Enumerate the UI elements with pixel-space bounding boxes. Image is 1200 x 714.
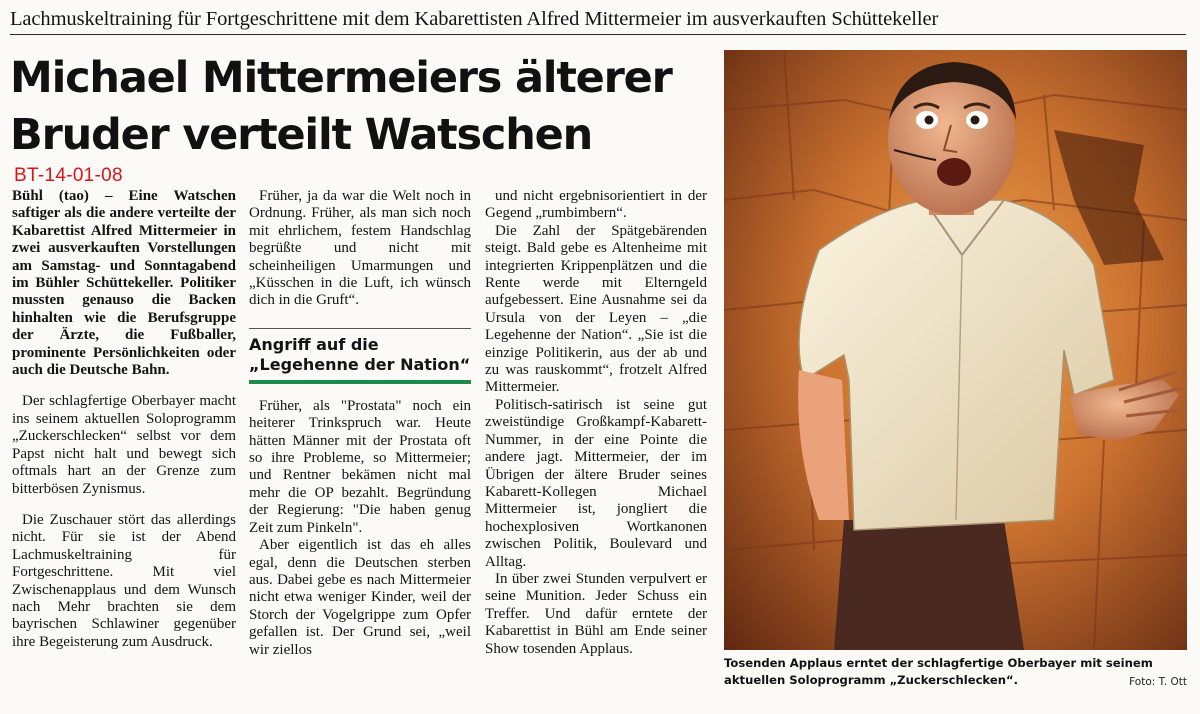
- article-column-1: [12, 188, 236, 651]
- body-paragraph: In über zwei Stunden verpulvert er seine Munition. Jeder Schuss ein Treffer. Und dafür erntete der Kabarettist in Bühl am Ende seiner Show tosenden Applaus.: [485, 570, 707, 657]
- body-paragraph: Früher, als "Prostata" noch ein heiterer Trinkspruch war. Heute hätten Männer mit der Prostata oft so ihre Probleme, so Mittermeier; und Rentner bekämen nicht mal mehr die OP bezahlt. Begründung der Regierung: "Die haben genug Zeit zum Pinkeln".: [249, 397, 471, 536]
- headline: [10, 50, 710, 164]
- performer-photo-icon: [724, 50, 1187, 650]
- subheading: [249, 328, 471, 384]
- archive-stamp: BT-14-01-08: [14, 165, 123, 186]
- article-column-3: [485, 188, 707, 658]
- photo-credit: Foto: T. Ott: [1129, 676, 1187, 688]
- headline-line-2: Bruder verteilt Watschen: [10, 110, 592, 160]
- lead-paragraph: Bühl (tao) – Eine Watschen saftiger als die andere verteilte der Kabarettist Alfred Mittermeier in zwei ausverkauften Vorstellungen am Samstag- und Sonntagabend im Bühler Schüttekeller. Politiker mussten genauso die Backen hinhalten wie die Berufsgruppe der Ärzte, die Fußballer, prominente Persönlichkeiten oder auch die Deutsche Bahn.: [12, 188, 236, 379]
- body-paragraph: und nicht ergebnisorientiert in der Gegend „rumbimbern“.: [485, 188, 707, 222]
- subheading-line-2: „Legehenne der Nation“: [249, 354, 471, 374]
- body-paragraph: Früher, ja da war die Welt noch in Ordnung. Früher, als man sich noch mit ehrlichem, festem Handschlag begrüßte und nicht mit scheinheiligen Umarmungen und „Küsschen in die Luft, ich wünsch dich in die Gruft“.: [249, 188, 471, 309]
- body-paragraph: Der schlagfertige Oberbayer macht ins seinem aktuellen Soloprogramm „Zuckerschlecken“ selbst vor dem Papst nicht halt und bewegt sich oftmals hart an der Grenze zum bitterbösen Zynismus.: [12, 393, 236, 497]
- photo-caption: Tosenden Applaus erntet der schlagfertige Oberbayer mit seinem aktuellen Soloprogramm „Zuckerschlecken“.: [724, 656, 1153, 687]
- kicker-line: Lachmuskeltraining für Fortgeschrittene mit dem Kabarettisten Alfred Mittermeier im ausverkauften Schüttekeller: [10, 6, 1186, 35]
- performer-photo: [724, 50, 1187, 650]
- headline-line-1: Michael Mittermeiers älterer: [10, 53, 672, 103]
- body-paragraph: Die Zahl der Spätgebärenden steigt. Bald gebe es Altenheime mit integrierten Krippenplätzen und die Rente werde mit Elterngeld aufgebessert. Eine Ausnahme sei da Ursula von der Leyen – „die Legehenne der Nation“. „Sie ist die einzige Politikerin, aus der ab und zu was rauskommt“, frotzelt Alfred Mittermeier.: [485, 222, 707, 396]
- article-column-2: [249, 188, 471, 659]
- body-paragraph: Die Zuschauer stört das allerdings nicht. Für sie ist der Abend Lachmuskeltraining für Fortgeschrittene. Mit viel Zwischenapplaus und dem Wunsch nach Mehr brachten sie dem bayrischen Schlawiner gegenüber ihre Begeisterung zum Ausdruck.: [12, 511, 236, 650]
- body-paragraph: Politisch-satirisch ist seine gut zweistündige Großkampf-Kabarett-Nummer, in der eine Pointe die andere jagt. Mittermeier, der im Übrigen der ältere Bruder seines Kabarett-Kollegen Michael Mittermeier ist, jongliert die hochexplosiven Wortkanonen zwischen Politik, Boulevard und Alltag.: [485, 396, 707, 570]
- subheading-line-1: Angriff auf die: [249, 334, 379, 354]
- body-paragraph: Aber eigentlich ist das eh alles egal, denn die Deutschen sterben aus. Dabei gebe es nach Mittermeier nicht etwa weniger Kinder, weil der Storch der Vogelgrippe zum Opfer gefallen ist. Der Grund sei, „weil wir ziellos: [249, 537, 471, 658]
